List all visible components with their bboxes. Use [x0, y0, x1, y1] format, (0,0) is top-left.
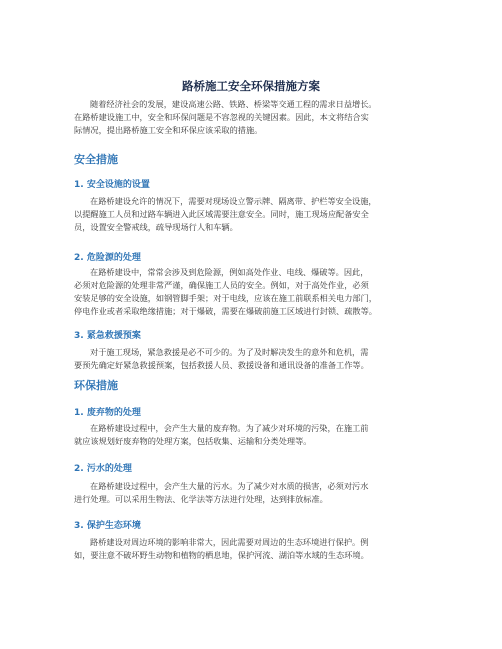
intro-paragraph [74, 98, 430, 137]
paragraph-line: 必须对危险源的处理非常严谨，确保施工人员的安全。例如，对于高处作业，必须 [74, 280, 369, 290]
subheading-sewage-handling: 2. 污水的处理 [74, 464, 132, 474]
paragraph-line: 在路桥建设过程中，会产生大量的污水。为了减少对水质的损害，必须对污水 [90, 481, 369, 491]
paragraph-waste-handling [74, 422, 430, 448]
paragraph-line: 员，设置安全警戒线，疏导现场行人和车辆。 [74, 222, 238, 232]
paragraph-line: 路桥建设对周边环境的影响非常大，因此需要对周边的生态环境进行保护。例 [90, 537, 369, 547]
paragraph-safety-facilities [74, 195, 430, 234]
subheading-emergency-plan: 3. 紧急救援预案 [74, 331, 141, 341]
intro-line-1: 随着经济社会的发展，建设高速公路、铁路、桥梁等交通工程的需求日益增长。 [90, 99, 377, 109]
subheading-ecology-protection: 3. 保护生态环境 [74, 521, 141, 531]
paragraph-line: 安装足够的安全设施，如钢管脚手架；对于电线，应该在施工前联系相关电力部门， [74, 293, 377, 303]
paragraph-line: 在路桥建设过程中，会产生大量的废弃物。为了减少对环境的污染，在施工前 [90, 423, 369, 433]
section-heading-environment: 环保措施 [74, 379, 118, 392]
paragraph-line: 对于施工现场，紧急救援是必不可少的。为了及时解决发生的意外和危机，需 [90, 347, 369, 357]
paragraph-sewage-handling [74, 480, 430, 506]
paragraph-line: 在路桥建设中，常常会涉及到危险源，例如高处作业、电线、爆破等。因此， [90, 267, 369, 277]
document-title: 路桥施工安全环保措施方案 [182, 79, 320, 93]
paragraph-emergency-plan [74, 346, 430, 372]
paragraph-line: 要预先确定好紧急救援预案，包括救援人员、救援设备和通讯设备的准备工作等。 [74, 360, 369, 370]
paragraph-line: 以提醒施工人员和过路车辆进入此区域需要注意安全。同时，施工现场应配备安全 [74, 209, 369, 219]
paragraph-line: 如，要注意不破坏野生动物和植物的栖息地，保护河流、湖泊等水域的生态环境。 [74, 550, 369, 560]
paragraph-hazard-handling [74, 266, 430, 318]
subheading-waste-handling: 1. 废弃物的处理 [74, 408, 141, 418]
paragraph-line: 就应该规划好废弃物的处理方案，包括收集、运输和分类处理等。 [74, 436, 312, 446]
subheading-safety-facilities: 1. 安全设施的设置 [74, 180, 150, 190]
intro-line-2: 在路桥建设施工中，安全和环保问题是不容忽视的关键因素。因此，本文将结合实 [74, 112, 369, 122]
paragraph-line: 在路桥建设允许的情况下，需要对现场设立警示牌、隔离带、护栏等安全设施， [90, 196, 377, 206]
intro-line-3: 际情况，提出路桥施工安全和环保应该采取的措施。 [74, 125, 263, 135]
paragraph-ecology-protection [74, 536, 430, 562]
subheading-hazard-handling: 2. 危险源的处理 [74, 253, 141, 263]
section-heading-safety: 安全措施 [74, 153, 118, 166]
paragraph-line: 停电作业或者采取绝缘措施；对于爆破，需要在爆破前施工区域进行封锁、疏散等。 [74, 306, 377, 316]
paragraph-line: 进行处理。可以采用生物法、化学法等方法进行处理，达到排放标准。 [74, 494, 328, 504]
